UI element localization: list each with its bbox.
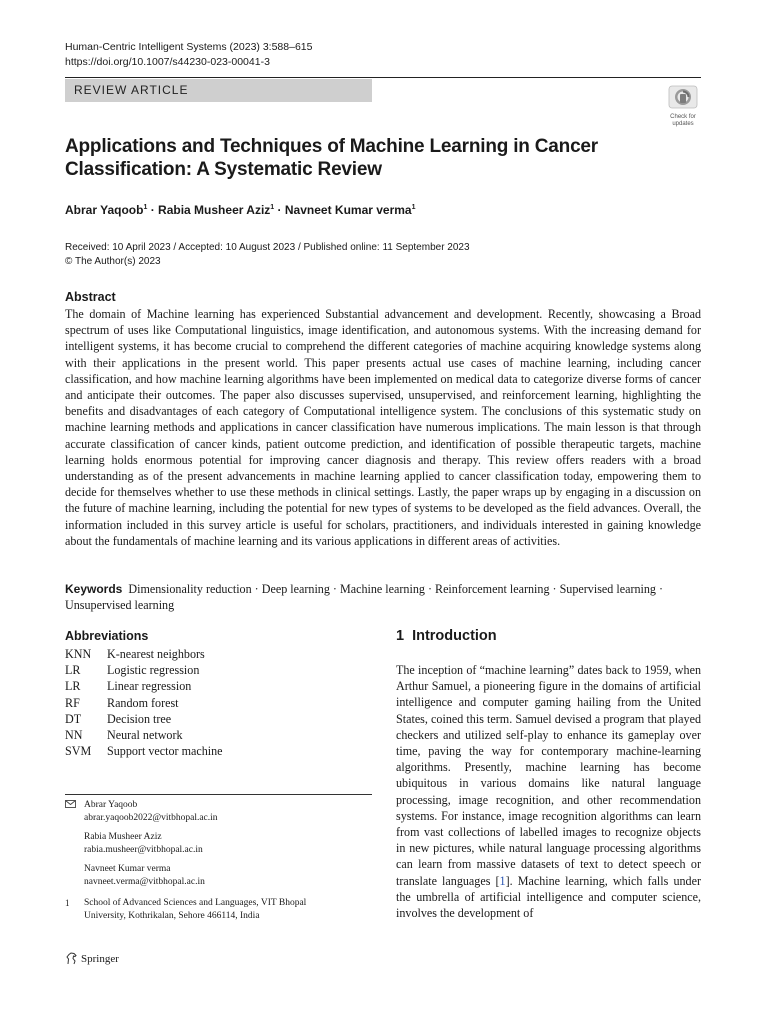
article-title	[65, 135, 665, 181]
abbreviation-meaning: Linear regression	[107, 679, 192, 694]
journal-header	[65, 40, 312, 70]
abbreviation-meaning: Random forest	[107, 695, 179, 710]
correspondence-email[interactable]: navneet.verma@vitbhopal.ac.in	[84, 876, 205, 887]
header-rule	[65, 77, 701, 78]
author-separator: ·	[274, 203, 285, 217]
abbreviation-row	[65, 695, 223, 711]
correspondence-footnotes	[65, 799, 375, 922]
check-updates-label-2: updates	[672, 121, 694, 127]
journal-citation: Human-Centric Intelligent Systems (2023) 3:588–615	[65, 41, 313, 53]
copyright-notice: © The Author(s) 2023	[65, 256, 161, 267]
abbreviation-code: SVM	[65, 744, 92, 759]
abbreviation-code: LR	[65, 679, 81, 694]
abbreviation-code: LR	[65, 663, 81, 678]
title-line-1: Applications and Techniques of Machine Learning in Cancer	[65, 136, 598, 157]
abstract-heading: Abstract	[65, 290, 116, 304]
publisher-logo	[65, 952, 119, 965]
abbreviation-code: NN	[65, 728, 83, 743]
abbreviation-code: KNN	[65, 647, 92, 661]
check-for-updates-badge[interactable]	[665, 85, 701, 127]
publication-dates	[65, 241, 470, 269]
keywords-label: Keywords	[65, 582, 123, 596]
author-affil-mark: 1	[411, 204, 416, 211]
affiliation-line-2: University, Kothrikalan, Sehore 466114, India	[84, 910, 260, 921]
envelope-icon	[65, 799, 84, 824]
check-updates-label-1: Check for	[670, 114, 696, 120]
abbreviation-meaning: K-nearest neighbors	[107, 647, 205, 661]
intro-text-part-1: The inception of “machine learning” dates back to 1959, when Arthur Samuel, a pioneering figure in the domains of artificial intelligence and computer gaming hailing from the United States, coined this term. Samuel devised a program that played checkers and utilized self-play to enhance its gameplay over time, paving the way for contemporary machine-learning algorithms. Presently, machine learning has become ubiquitous in various domains like natural language processing, image recognition, and other recommendation systems. For instance, image recognition algorithms can learn from vast collections of labelled images to recognize objects in new pictures, while natural language processing algorithms can learn from massive datasets of text to detect speech or translate languages [	[396, 663, 701, 888]
abbreviation-meaning: Neural network	[107, 728, 183, 743]
abbreviation-row	[65, 727, 223, 743]
doi-link[interactable]: https://doi.org/10.1007/s44230-023-00041-3	[65, 56, 270, 68]
author-list	[65, 203, 416, 217]
abbreviation-row	[65, 711, 223, 727]
abbreviation-row	[65, 678, 223, 694]
publication-history: Received: 10 April 2023 / Accepted: 10 August 2023 / Published online: 11 September 2023	[65, 242, 470, 253]
springer-horse-icon	[65, 952, 78, 965]
abbreviation-row	[65, 743, 223, 759]
abstract-text: The domain of Machine learning has experienced Substantial advancement and development. Recently, showcasing a Broad spectrum of uses like Computational linguistics, image identification, and autonomous systems. With the increasing demand for intelligent systems, it has become crucial to comprehend the different categories of machine acquiring knowledge systems along with their applications in the present world. This paper presents actual use cases of machine learning, including cancer classification, and how machine learning algorithms have been implemented on medical data to categorize diverse forms of cancer and anticipate their outcomes. The paper also discusses supervised, unsupervised, and reinforcement learning, highlighting the benefits and disadvantages of each category of Computational intelligence system. The conclusions of this systematic study on machine learning methods and applications in cancer classification have numerous implications. The main lesson is that through accurate classification of cancer kinds, patient outcome prediction, and identification of possible therapeutic targets, machine learning holds enormous potential for improving cancer diagnosis and therapy. This review offers readers with a broad understanding as of the present advancements in machine learning applied to cancer classification today, empowering them to decide for themselves whether to use these methods in clinical settings. Lastly, the paper wraps up by engaging in a discussion on the future of machine learning, including the potential for new types of systems to be developed as the field advances. Overall, the information included in this survey article is useful for scholars, practitioners, and individuals interested in gaining knowledge about the fundamentals of machine learning and its various applications in different areas of activities.	[65, 307, 701, 548]
correspondence-entry	[65, 831, 375, 856]
section-title: Introduction	[412, 628, 497, 644]
abbreviations-list	[65, 646, 223, 759]
author-separator: ·	[147, 203, 159, 217]
abbreviation-code: DT	[65, 711, 82, 726]
affiliation-entry	[65, 897, 375, 922]
author-name[interactable]: Abrar Yaqoob	[65, 203, 144, 217]
correspondence-entry	[65, 799, 375, 824]
section-number: 1	[396, 628, 405, 644]
affiliation-line-1: School of Advanced Sciences and Languages, VIT Bhopal	[84, 898, 307, 908]
abbreviations-heading: Abbreviations	[65, 629, 149, 643]
abbreviation-meaning: Support vector machine	[107, 744, 223, 759]
check-updates-icon	[668, 85, 698, 109]
correspondence-email[interactable]: abrar.yaqoob2022@vitbhopal.ac.in	[84, 812, 218, 823]
keywords	[65, 581, 701, 613]
introduction-text	[396, 662, 701, 921]
correspondence-name: Navneet Kumar verma	[84, 864, 171, 874]
section-heading-introduction	[396, 628, 497, 644]
footnote-rule	[65, 794, 372, 795]
author-affil-mark: 1	[270, 204, 275, 211]
correspondence-email[interactable]: rabia.musheer@vitbhopal.ac.in	[84, 844, 203, 855]
abbreviation-row	[65, 662, 223, 678]
publisher-name: Springer	[81, 952, 119, 965]
citation-link[interactable]: 1	[499, 873, 506, 888]
abbreviation-row	[65, 646, 223, 662]
author-affil-mark: 1	[143, 204, 148, 211]
correspondence-name: Rabia Musheer Aziz	[84, 832, 162, 842]
keywords-text: Dimensionality reduction · Deep learning · Machine learning · Reinforcement learning · Supervised learning · Unsupervised learning	[65, 582, 664, 613]
affiliation-mark: 1	[65, 898, 70, 908]
abbreviation-meaning: Logistic regression	[107, 663, 200, 678]
title-line-2: Classification: A Systematic Review	[65, 159, 382, 180]
correspondence-name: Abrar Yaqoob	[84, 800, 138, 810]
abbreviation-meaning: Decision tree	[107, 711, 172, 726]
author-name[interactable]: Navneet Kumar verma	[284, 203, 412, 217]
correspondence-entry	[65, 863, 375, 888]
abbreviation-code: RF	[65, 695, 80, 710]
intro-text-part-2: ]. Machine learning, which falls under the umbrella of artificial intelligence and computer science, involves the development of	[396, 873, 701, 921]
author-name[interactable]: Rabia Musheer Aziz	[158, 203, 271, 217]
article-type-banner: REVIEW ARTICLE	[65, 79, 372, 102]
